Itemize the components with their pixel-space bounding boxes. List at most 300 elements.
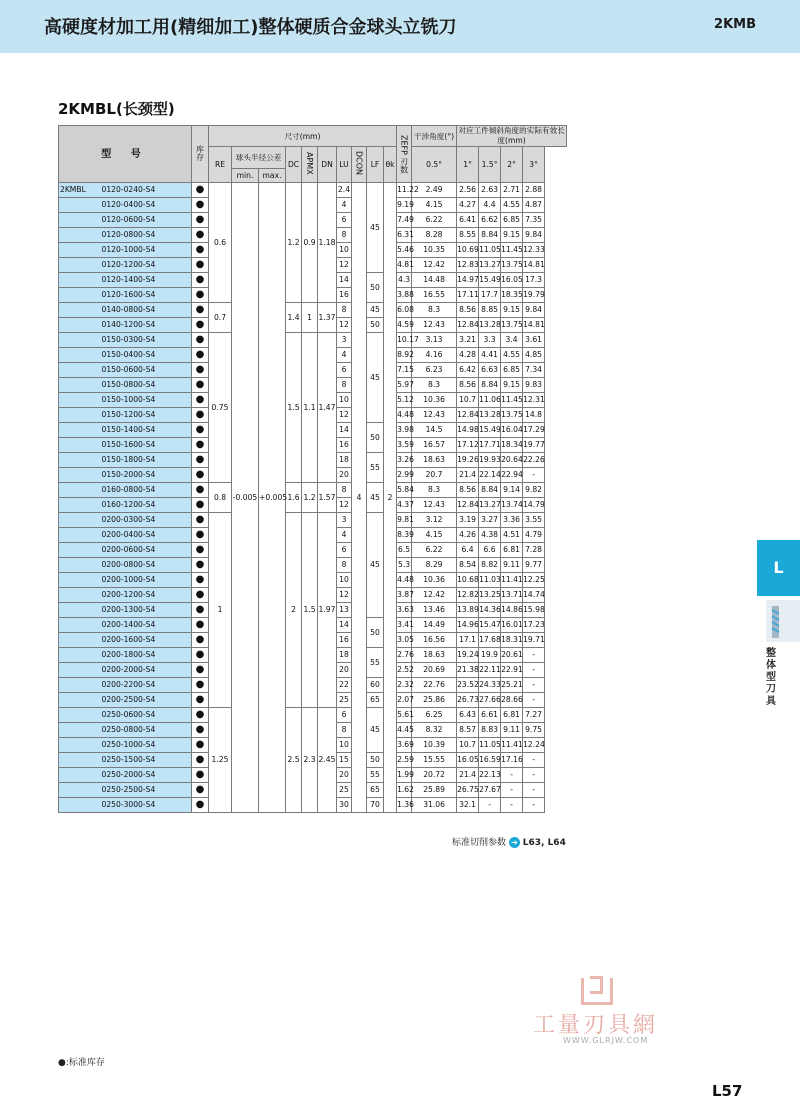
stock-indicator: ●: [192, 513, 209, 528]
series-cell: [59, 783, 96, 798]
series-cell: [59, 648, 96, 663]
effective-length-value: 6.81: [501, 543, 523, 558]
lu-value: 14: [337, 423, 352, 438]
effective-length-value: 13.75: [501, 408, 523, 423]
effective-length-value: 10.36: [412, 393, 457, 408]
effective-length-value: 9.15: [501, 228, 523, 243]
effective-length-value: 3.61: [523, 333, 545, 348]
stock-indicator: ●: [192, 213, 209, 228]
effective-length-value: 12.84: [457, 408, 479, 423]
effective-length-value: 25.86: [412, 693, 457, 708]
effective-length-value: 14.98: [457, 423, 479, 438]
effective-length-value: -: [523, 693, 545, 708]
effective-length-value: 22.94: [501, 468, 523, 483]
model-number: 0150-1800-S4: [96, 453, 192, 468]
effective-length-value: 25.21: [501, 678, 523, 693]
effective-length-value: 23.52: [457, 678, 479, 693]
effective-length-value: 4.38: [479, 528, 501, 543]
effective-length-value: 12.82: [457, 588, 479, 603]
product-code: 2KMB: [714, 17, 756, 32]
header-min: min.: [232, 169, 259, 183]
apmx-value: 1.2: [302, 483, 318, 513]
theta-value: 3.05: [397, 633, 412, 648]
model-number: 0150-1400-S4: [96, 423, 192, 438]
effective-length-value: 9.84: [523, 228, 545, 243]
table-row: [59, 333, 567, 348]
effective-length-value: 9.84: [523, 303, 545, 318]
effective-length-value: 3.27: [479, 513, 501, 528]
model-number: 0150-0800-S4: [96, 378, 192, 393]
model-number: 0200-0800-S4: [96, 558, 192, 573]
effective-length-value: 16.05: [457, 753, 479, 768]
effective-length-value: 21.4: [457, 768, 479, 783]
theta-value: 9.19: [397, 198, 412, 213]
theta-value: 3.26: [397, 453, 412, 468]
effective-length-value: 8.55: [457, 228, 479, 243]
effective-length-value: 4.26: [457, 528, 479, 543]
effective-length-value: 8.29: [412, 558, 457, 573]
effective-length-value: 8.3: [412, 378, 457, 393]
theta-value: 5.12: [397, 393, 412, 408]
effective-length-value: 14.79: [523, 498, 545, 513]
effective-length-value: 6.62: [479, 213, 501, 228]
lu-value: 16: [337, 288, 352, 303]
series-cell: [59, 393, 96, 408]
effective-length-value: 11.03: [479, 573, 501, 588]
effective-length-value: 11.41: [501, 573, 523, 588]
model-number: 0150-0300-S4: [96, 333, 192, 348]
theta-value: 7.15: [397, 363, 412, 378]
effective-length-value: 15.49: [479, 423, 501, 438]
effective-length-value: 12.25: [523, 573, 545, 588]
effective-length-value: 4.28: [457, 348, 479, 363]
effective-length-value: 16.57: [412, 438, 457, 453]
theta-value: 1.99: [397, 768, 412, 783]
lf-value: 60: [367, 678, 384, 693]
effective-length-value: 4.85: [523, 348, 545, 363]
effective-length-value: 8.56: [457, 378, 479, 393]
series-cell: [59, 603, 96, 618]
header-angle-4: 2°: [501, 147, 523, 183]
effective-length-value: 11.06: [479, 393, 501, 408]
table-row: [59, 483, 567, 498]
effective-length-value: 10.36: [412, 573, 457, 588]
theta-value: 4.45: [397, 723, 412, 738]
series-cell: [59, 723, 96, 738]
stock-indicator: ●: [192, 288, 209, 303]
series-cell: [59, 708, 96, 723]
effective-length-value: 3.13: [412, 333, 457, 348]
theta-value: 11.22: [397, 183, 412, 198]
effective-length-value: 6.22: [412, 213, 457, 228]
effective-length-value: 8.84: [479, 378, 501, 393]
stock-indicator: ●: [192, 333, 209, 348]
theta-value: 4.48: [397, 573, 412, 588]
effective-length-value: 6.41: [457, 213, 479, 228]
effective-length-value: 11.45: [501, 243, 523, 258]
stock-indicator: ●: [192, 573, 209, 588]
series-cell: [59, 468, 96, 483]
stock-indicator: ●: [192, 693, 209, 708]
table-row: [59, 183, 567, 198]
lu-value: 6: [337, 708, 352, 723]
model-number: 0200-0400-S4: [96, 528, 192, 543]
header-effective-length: 对应工件倾斜角度的实际有效长度(mm): [458, 126, 565, 145]
theta-value: 5.84: [397, 483, 412, 498]
header-dc: DC: [286, 147, 302, 183]
effective-length-value: 8.85: [479, 303, 501, 318]
effective-length-value: 8.57: [457, 723, 479, 738]
model-number: 0200-2500-S4: [96, 693, 192, 708]
side-label: 整体型刀具: [766, 648, 776, 707]
series-cell: [59, 483, 96, 498]
effective-length-value: 19.26: [457, 453, 479, 468]
lu-value: 4: [337, 528, 352, 543]
lf-value: 70: [367, 798, 384, 813]
effective-length-value: 9.11: [501, 558, 523, 573]
header-angle-3: 1.5°: [479, 147, 501, 183]
end-mill-icon: [766, 600, 800, 642]
effective-length-value: 22.11: [479, 663, 501, 678]
theta-value: 5.97: [397, 378, 412, 393]
footnote: ●:标准库存: [58, 1058, 105, 1068]
effective-length-value: 13.28: [479, 408, 501, 423]
effective-length-value: 9.15: [501, 378, 523, 393]
effective-length-value: 17.71: [479, 438, 501, 453]
theta-value: 3.63: [397, 603, 412, 618]
series-cell: [59, 543, 96, 558]
series-cell: [59, 573, 96, 588]
stock-indicator: ●: [192, 318, 209, 333]
effective-length-value: 24.33: [479, 678, 501, 693]
effective-length-value: 9.11: [501, 723, 523, 738]
effective-length-value: 3.36: [501, 513, 523, 528]
stock-indicator: ●: [192, 468, 209, 483]
apmx-value: 1.1: [302, 333, 318, 483]
lu-value: 10: [337, 243, 352, 258]
lf-value: 50: [367, 618, 384, 648]
effective-length-value: 6.4: [457, 543, 479, 558]
dc-value: 1.2: [286, 183, 302, 303]
header-stock-label: 库存: [195, 145, 205, 161]
model-number: 0160-0800-S4: [96, 483, 192, 498]
dc-value: 2.5: [286, 708, 302, 813]
stock-indicator: ●: [192, 438, 209, 453]
dn-value: 1.47: [318, 333, 337, 483]
model-number: 0200-1300-S4: [96, 603, 192, 618]
re-value: 1: [209, 513, 232, 708]
lf-value: 45: [367, 183, 384, 273]
model-number: 0200-0300-S4: [96, 513, 192, 528]
header-angle-2: 1°: [457, 147, 479, 183]
theta-value: 4.81: [397, 258, 412, 273]
effective-length-value: 19.71: [523, 633, 545, 648]
lf-value: 45: [367, 303, 384, 318]
stock-indicator: ●: [192, 603, 209, 618]
tolerance-min: -0.005: [232, 183, 259, 813]
effective-length-value: 13.46: [412, 603, 457, 618]
model-number: 0200-2200-S4: [96, 678, 192, 693]
series-cell: [59, 663, 96, 678]
effective-length-value: 6.61: [479, 708, 501, 723]
theta-value: 6.5: [397, 543, 412, 558]
tool-thumbnail: [766, 600, 800, 642]
theta-value: 3.88: [397, 288, 412, 303]
effective-length-value: 17.7: [479, 288, 501, 303]
stock-indicator: ●: [192, 363, 209, 378]
lu-value: 2.4: [337, 183, 352, 198]
effective-length-value: 4.51: [501, 528, 523, 543]
lu-value: 12: [337, 258, 352, 273]
lu-value: 16: [337, 633, 352, 648]
header-angle-1: 0.5°: [412, 147, 457, 183]
page-number: L57: [712, 1082, 743, 1100]
stock-indicator: ●: [192, 738, 209, 753]
effective-length-value: 19.93: [479, 453, 501, 468]
effective-length-value: 20.7: [412, 468, 457, 483]
effective-length-value: 14.36: [479, 603, 501, 618]
lf-value: 50: [367, 273, 384, 303]
lf-value: 55: [367, 648, 384, 678]
effective-length-value: 12.24: [523, 738, 545, 753]
lu-value: 8: [337, 303, 352, 318]
series-cell: [59, 528, 96, 543]
series-cell: [59, 273, 96, 288]
effective-length-value: 20.61: [501, 648, 523, 663]
lu-value: 8: [337, 483, 352, 498]
series-cell: [59, 498, 96, 513]
stock-indicator: ●: [192, 303, 209, 318]
effective-length-value: 18.35: [501, 288, 523, 303]
stock-indicator: ●: [192, 183, 209, 198]
theta-value: 7.49: [397, 213, 412, 228]
effective-length-value: 17.29: [523, 423, 545, 438]
series-cell: [59, 618, 96, 633]
header-radius-tolerance: 球头半径公差: [232, 147, 286, 169]
effective-length-value: 13.25: [479, 588, 501, 603]
header-re: RE: [209, 147, 232, 183]
theta-value: 5.46: [397, 243, 412, 258]
model-number: 0120-1200-S4: [96, 258, 192, 273]
model-number: 0120-0600-S4: [96, 213, 192, 228]
theta-value: 5.61: [397, 708, 412, 723]
effective-length-value: 20.72: [412, 768, 457, 783]
effective-length-value: 12.33: [523, 243, 545, 258]
effective-length-value: -: [501, 768, 523, 783]
lf-value: 65: [367, 783, 384, 798]
dn-value: 2.45: [318, 708, 337, 813]
effective-length-value: 4.87: [523, 198, 545, 213]
effective-length-value: 15.55: [412, 753, 457, 768]
effective-length-value: 6.23: [412, 363, 457, 378]
lu-value: 8: [337, 723, 352, 738]
stock-indicator: ●: [192, 543, 209, 558]
theta-value: 8.39: [397, 528, 412, 543]
dc-value: 2: [286, 513, 302, 708]
effective-length-value: 19.77: [523, 438, 545, 453]
effective-length-value: 18.31: [501, 633, 523, 648]
effective-length-value: 19.79: [523, 288, 545, 303]
series-cell: [59, 243, 96, 258]
series-cell: [59, 753, 96, 768]
effective-length-value: 13.89: [457, 603, 479, 618]
effective-length-value: 17.16: [501, 753, 523, 768]
effective-length-value: 4.55: [501, 198, 523, 213]
stock-indicator: ●: [192, 768, 209, 783]
effective-length-value: 2.63: [479, 183, 501, 198]
effective-length-value: 9.14: [501, 483, 523, 498]
effective-length-value: 6.63: [479, 363, 501, 378]
effective-length-value: 2.56: [457, 183, 479, 198]
dn-value: 1.37: [318, 303, 337, 333]
reference-pages[interactable]: L63, L64: [522, 838, 566, 848]
effective-length-value: 8.84: [479, 483, 501, 498]
stock-indicator: ●: [192, 798, 209, 813]
model-number: 0150-1600-S4: [96, 438, 192, 453]
lu-value: 6: [337, 363, 352, 378]
effective-length-value: 14.86: [501, 603, 523, 618]
effective-length-value: 6.42: [457, 363, 479, 378]
effective-length-value: 13.75: [501, 258, 523, 273]
header-zefp: [397, 126, 412, 183]
header-lf: LF: [367, 147, 384, 183]
effective-length-value: 4.27: [457, 198, 479, 213]
effective-length-value: 6.6: [479, 543, 501, 558]
series-cell: [59, 213, 96, 228]
stock-indicator: ●: [192, 663, 209, 678]
theta-value: 4.48: [397, 408, 412, 423]
apmx-value: 1.5: [302, 513, 318, 708]
effective-length-value: 17.11: [457, 288, 479, 303]
header-model: 型 号: [59, 126, 192, 183]
section-title: 2KMBL(长颈型): [58, 100, 175, 118]
theta-value: 1.62: [397, 783, 412, 798]
effective-length-value: 18.63: [412, 453, 457, 468]
model-number: 0200-1800-S4: [96, 648, 192, 663]
series-cell: [59, 693, 96, 708]
effective-length-value: -: [523, 753, 545, 768]
effective-length-value: 22.76: [412, 678, 457, 693]
header-stock: [192, 126, 209, 183]
effective-length-value: 11.05: [479, 738, 501, 753]
effective-length-value: 14.74: [523, 588, 545, 603]
watermark-mark: [581, 978, 613, 1005]
series-cell: [59, 303, 96, 318]
stock-indicator: ●: [192, 228, 209, 243]
theta-value: 5.3: [397, 558, 412, 573]
model-number: 0200-0600-S4: [96, 543, 192, 558]
effective-length-value: 16.59: [479, 753, 501, 768]
effective-length-value: 26.75: [457, 783, 479, 798]
effective-length-value: 3.4: [501, 333, 523, 348]
effective-length-value: 8.82: [479, 558, 501, 573]
header-flutes: 刃数: [399, 157, 409, 174]
series-cell: [59, 453, 96, 468]
lu-value: 30: [337, 798, 352, 813]
lu-value: 3: [337, 513, 352, 528]
effective-length-value: 12.84: [457, 498, 479, 513]
series-cell: [59, 408, 96, 423]
effective-length-value: 4.15: [412, 528, 457, 543]
theta-value: 1.36: [397, 798, 412, 813]
effective-length-value: 26.73: [457, 693, 479, 708]
effective-length-value: 12.84: [457, 318, 479, 333]
model-number: 0150-1000-S4: [96, 393, 192, 408]
theta-value: 2.52: [397, 663, 412, 678]
series-cell: [59, 633, 96, 648]
lf-value: 65: [367, 693, 384, 708]
effective-length-value: -: [523, 768, 545, 783]
lu-value: 10: [337, 393, 352, 408]
effective-length-value: 9.83: [523, 378, 545, 393]
effective-length-value: 3.55: [523, 513, 545, 528]
model-number: 0150-0600-S4: [96, 363, 192, 378]
stock-indicator: ●: [192, 408, 209, 423]
effective-length-value: 10.68: [457, 573, 479, 588]
header-angle-5: 3°: [523, 147, 545, 183]
effective-length-value: -: [501, 798, 523, 813]
effective-length-value: -: [523, 678, 545, 693]
effective-length-value: 7.28: [523, 543, 545, 558]
lu-value: 8: [337, 558, 352, 573]
effective-length-value: 16.04: [501, 423, 523, 438]
effective-length-value: 13.27: [479, 498, 501, 513]
lu-value: 18: [337, 648, 352, 663]
lu-value: 25: [337, 783, 352, 798]
effective-length-value: 12.43: [412, 498, 457, 513]
effective-length-value: 13.28: [479, 318, 501, 333]
effective-length-value: 2.88: [523, 183, 545, 198]
theta-value: 3.59: [397, 438, 412, 453]
dn-value: 1.18: [318, 183, 337, 303]
header-dcon-label: DCON: [354, 151, 364, 176]
stock-indicator: ●: [192, 633, 209, 648]
model-number: 0250-2500-S4: [96, 783, 192, 798]
series-cell: [59, 378, 96, 393]
effective-length-value: 10.39: [412, 738, 457, 753]
series-cell: [59, 738, 96, 753]
header-dn: DN: [318, 147, 337, 183]
series-cell: [59, 513, 96, 528]
theta-value: 3.98: [397, 423, 412, 438]
spec-table-wrapper: [58, 125, 565, 813]
flutes-value: 2: [384, 183, 397, 813]
theta-value: 4.37: [397, 498, 412, 513]
effective-length-value: 15.49: [479, 273, 501, 288]
effective-length-value: 13.74: [501, 498, 523, 513]
theta-value: 6.08: [397, 303, 412, 318]
apmx-value: 1: [302, 303, 318, 333]
effective-length-value: 4.15: [412, 198, 457, 213]
effective-length-value: 22.26: [523, 453, 545, 468]
model-number: 0120-0400-S4: [96, 198, 192, 213]
effective-length-value: 11.05: [479, 243, 501, 258]
effective-length-value: 3.3: [479, 333, 501, 348]
effective-length-value: 32.1: [457, 798, 479, 813]
re-value: 0.8: [209, 483, 232, 513]
lf-value: 55: [367, 768, 384, 783]
theta-value: 4.3: [397, 273, 412, 288]
effective-length-value: 13.75: [501, 318, 523, 333]
lu-value: 20: [337, 663, 352, 678]
lf-value: 55: [367, 453, 384, 483]
lf-value: 50: [367, 423, 384, 453]
stock-indicator: ●: [192, 618, 209, 633]
stock-indicator: ●: [192, 273, 209, 288]
effective-length-value: 7.27: [523, 708, 545, 723]
section-tab[interactable]: L: [757, 540, 800, 596]
effective-length-value: 9.77: [523, 558, 545, 573]
